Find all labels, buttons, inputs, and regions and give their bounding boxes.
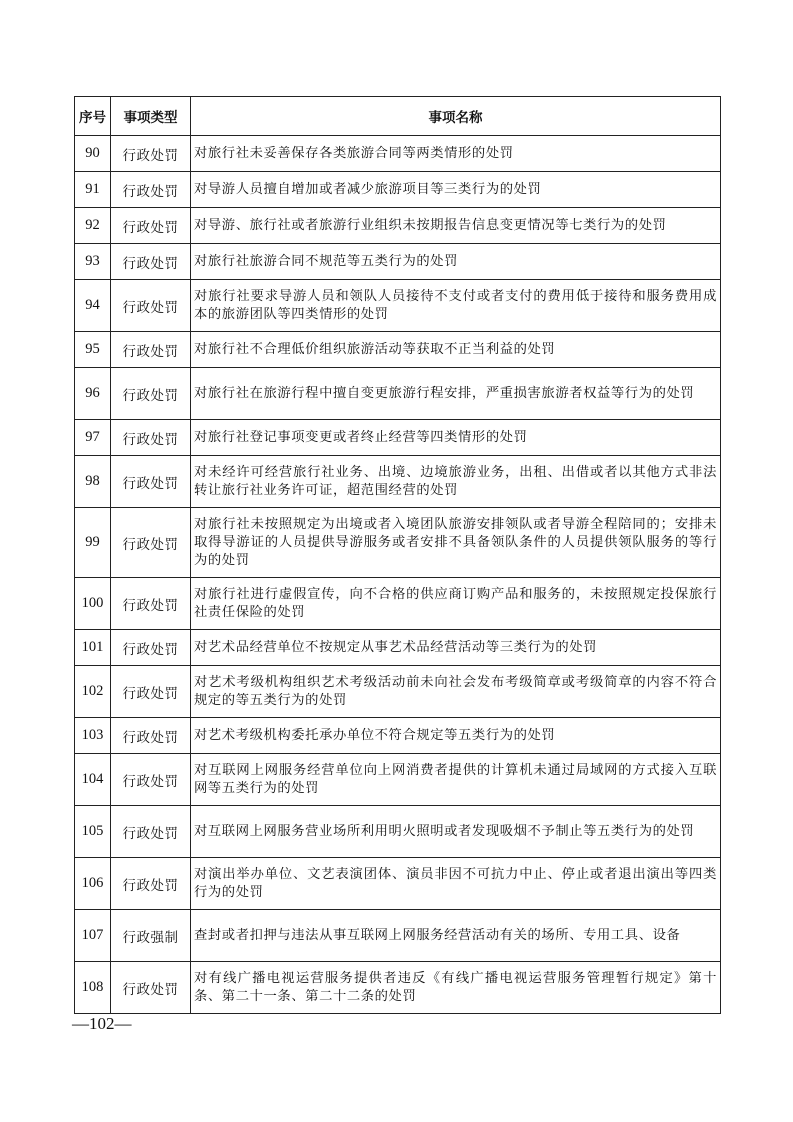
cell-type: 行政处罚 [111, 666, 191, 718]
cell-type: 行政处罚 [111, 578, 191, 630]
cell-type: 行政处罚 [111, 420, 191, 456]
table-row [75, 508, 721, 578]
table-row [75, 368, 721, 420]
table-row [75, 172, 721, 208]
cell-name: 对未经许可经营旅行社业务、出境、边境旅游业务，出租、出借或者以其他方式非法转让旅行社业务许可证，超范围经营的处罚 [191, 456, 721, 508]
cell-name: 对旅行社不合理低价组织旅游活动等获取不正当利益的处罚 [191, 332, 721, 368]
table-body [75, 136, 721, 1014]
table-row [75, 666, 721, 718]
cell-seq: 98 [75, 456, 111, 508]
table-row [75, 280, 721, 332]
cell-seq: 105 [75, 806, 111, 858]
table-row [75, 420, 721, 456]
cell-type: 行政处罚 [111, 172, 191, 208]
table-row [75, 806, 721, 858]
table-row [75, 456, 721, 508]
cell-type: 行政处罚 [111, 244, 191, 280]
header-type: 事项类型 [111, 97, 191, 136]
table-row [75, 578, 721, 630]
table-row [75, 718, 721, 754]
cell-type: 行政处罚 [111, 806, 191, 858]
cell-seq: 101 [75, 630, 111, 666]
table-row [75, 630, 721, 666]
cell-name: 对互联网上网服务经营单位向上网消费者提供的计算机未通过局域网的方式接入互联网等五类行为的处罚 [191, 754, 721, 806]
cell-type: 行政强制 [111, 910, 191, 962]
cell-name: 对旅行社进行虚假宣传，向不合格的供应商订购产品和服务的，未按照规定投保旅行社责任保险的处罚 [191, 578, 721, 630]
cell-name: 查封或者扣押与违法从事互联网上网服务经营活动有关的场所、专用工具、设备 [191, 910, 721, 962]
cell-seq: 93 [75, 244, 111, 280]
cell-name: 对演出举办单位、文艺表演团体、演员非因不可抗力中止、停止或者退出演出等四类行为的处罚 [191, 858, 721, 910]
cell-seq: 106 [75, 858, 111, 910]
cell-name: 对旅行社要求导游人员和领队人员接待不支付或者支付的费用低于接待和服务费用成本的旅游团队等四类情形的处罚 [191, 280, 721, 332]
cell-name: 对艺术考级机构委托承办单位不符合规定等五类行为的处罚 [191, 718, 721, 754]
cell-seq: 107 [75, 910, 111, 962]
cell-seq: 97 [75, 420, 111, 456]
cell-name: 对旅行社旅游合同不规范等五类行为的处罚 [191, 244, 721, 280]
cell-name: 对旅行社在旅游行程中擅自变更旅游行程安排，严重损害旅游者权益等行为的处罚 [191, 368, 721, 420]
cell-name: 对艺术品经营单位不按规定从事艺术品经营活动等三类行为的处罚 [191, 630, 721, 666]
cell-name: 对导游、旅行社或者旅游行业组织未按期报告信息变更情况等七类行为的处罚 [191, 208, 721, 244]
cell-type: 行政处罚 [111, 718, 191, 754]
table-row [75, 136, 721, 172]
table-row [75, 208, 721, 244]
cell-seq: 95 [75, 332, 111, 368]
cell-type: 行政处罚 [111, 754, 191, 806]
cell-type: 行政处罚 [111, 368, 191, 420]
cell-name: 对旅行社未按照规定为出境或者入境团队旅游安排领队或者导游全程陪同的；安排未取得导游证的人员提供导游服务或者安排不具备领队条件的人员提供领队服务的等行为的处罚 [191, 508, 721, 578]
cell-seq: 94 [75, 280, 111, 332]
cell-name: 对旅行社未妥善保存各类旅游合同等两类情形的处罚 [191, 136, 721, 172]
matters-table [74, 96, 721, 1014]
cell-seq: 108 [75, 962, 111, 1014]
cell-seq: 103 [75, 718, 111, 754]
table-row [75, 244, 721, 280]
cell-type: 行政处罚 [111, 630, 191, 666]
cell-seq: 104 [75, 754, 111, 806]
table-row [75, 332, 721, 368]
table-row [75, 858, 721, 910]
cell-type: 行政处罚 [111, 280, 191, 332]
cell-type: 行政处罚 [111, 858, 191, 910]
table-row [75, 754, 721, 806]
cell-type: 行政处罚 [111, 136, 191, 172]
cell-name: 对旅行社登记事项变更或者终止经营等四类情形的处罚 [191, 420, 721, 456]
header-seq: 序号 [75, 97, 111, 136]
cell-seq: 90 [75, 136, 111, 172]
cell-seq: 99 [75, 508, 111, 578]
table-row [75, 910, 721, 962]
cell-type: 行政处罚 [111, 332, 191, 368]
cell-type: 行政处罚 [111, 962, 191, 1014]
cell-seq: 96 [75, 368, 111, 420]
header-name: 事项名称 [191, 97, 721, 136]
cell-type: 行政处罚 [111, 208, 191, 244]
cell-type: 行政处罚 [111, 508, 191, 578]
cell-seq: 102 [75, 666, 111, 718]
cell-seq: 92 [75, 208, 111, 244]
cell-seq: 91 [75, 172, 111, 208]
page-number: —102— [72, 1014, 132, 1033]
cell-name: 对互联网上网服务营业场所利用明火照明或者发现吸烟不予制止等五类行为的处罚 [191, 806, 721, 858]
cell-type: 行政处罚 [111, 456, 191, 508]
table-row [75, 962, 721, 1014]
cell-name: 对有线广播电视运营服务提供者违反《有线广播电视运营服务管理暂行规定》第十条、第二十一条、第二十二条的处罚 [191, 962, 721, 1014]
cell-name: 对艺术考级机构组织艺术考级活动前未向社会发布考级简章或考级简章的内容不符合规定的等五类行为的处罚 [191, 666, 721, 718]
cell-name: 对导游人员擅自增加或者减少旅游项目等三类行为的处罚 [191, 172, 721, 208]
cell-seq: 100 [75, 578, 111, 630]
table-header-row [75, 97, 721, 136]
